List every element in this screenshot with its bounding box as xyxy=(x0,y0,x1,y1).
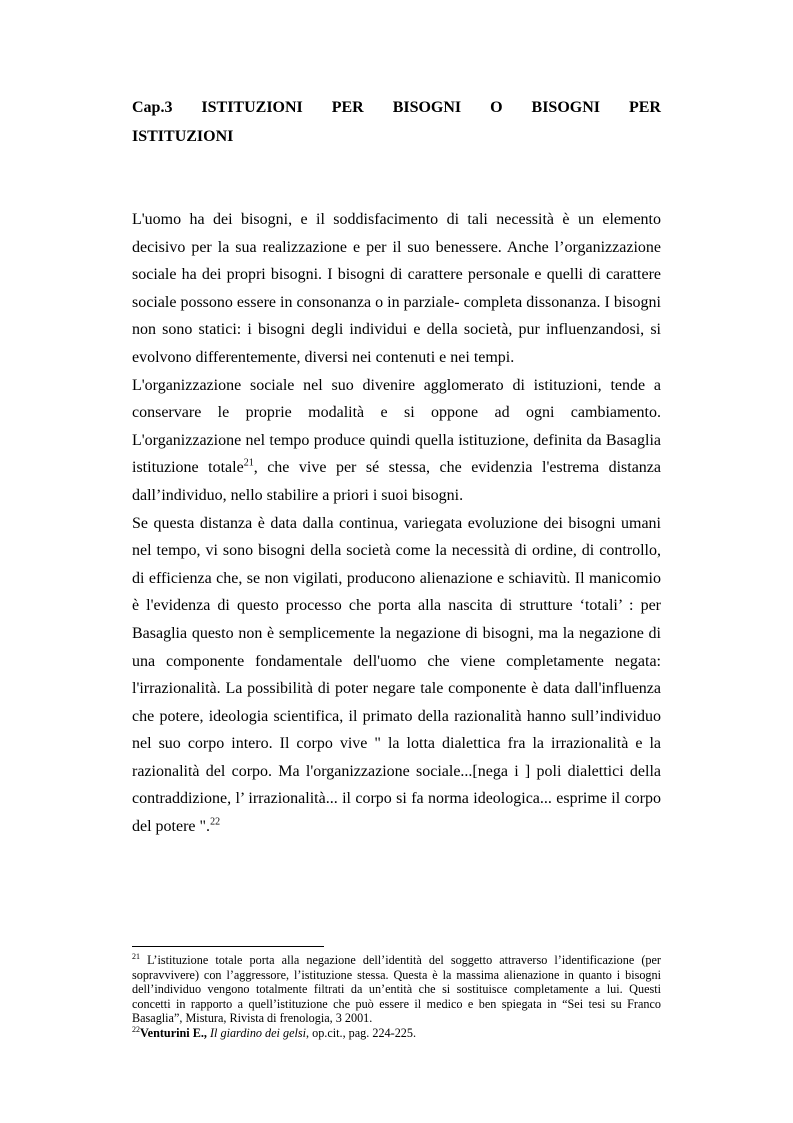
heading-word: PER xyxy=(331,99,364,116)
heading-word: BISOGNI xyxy=(392,99,462,116)
heading-word: BISOGNI xyxy=(531,99,600,116)
body-text xyxy=(132,206,661,841)
paragraph-text: L'organizzazione sociale nel suo divenire agglomerato di istituzioni, tende a conservare le proprie modalità e si oppone ad ogni cambiamento. L'organizzazione nel tempo produce quindi quella istituzione, definita da Basaglia istituzione totale xyxy=(132,376,661,477)
paragraph-3 xyxy=(132,510,661,841)
footnote-reference: , op.cit., pag. 224-225. xyxy=(306,1025,417,1040)
chapter-heading-line-2: ISTITUZIONI xyxy=(132,128,234,145)
footnote-22 xyxy=(132,1026,661,1041)
paragraph-text: , che vive per sé stessa, che evidenzia l'estrema distanza dall’individuo, nello stabilire a priori i suoi bisogni. xyxy=(132,459,661,504)
chapter-number: Cap.3 xyxy=(132,99,173,116)
chapter-heading-line-1 xyxy=(132,93,661,122)
footnote-ref-22[interactable]: 22 xyxy=(210,816,221,828)
footnotes xyxy=(132,953,661,1041)
footnote-ref-21[interactable]: 21 xyxy=(243,458,254,470)
heading-word: ISTITUZIONI xyxy=(201,99,303,116)
footnote-author: Venturini E., xyxy=(140,1025,207,1040)
footnote-marker: 21 xyxy=(132,951,140,961)
paragraph-text: Se questa distanza è data dalla continua, variegata evoluzione dei bisogni umani nel tempo, vi sono bisogni della società come la necessità di ordine, di controllo, di efficienza che, se non vigilati, producono alienazione e schiavitù. Il manicomio è l'evidenza di questo processo che porta alla nascita di strutture ‘totali’ : per Basaglia questo non è semplicemente la negazione di bisogni, ma la negazione di una componente fondamentale dell'uomo che viene completamente negata: l'irrazionalità. La possibilità di poter negare tale componente è data dall'influenza che potere, ideologia scientifica, il primato della razionalità hanno sull’individuo nel suo corpo intero. Il corpo vive " la lotta dialettica fra la irrazionalità e la razionalità del corpo. Ma l'organizzazione sociale...[nega i ] poli dialettici della contraddizione, l’ irrazionalità... il corpo si fa norma ideologica... esprime il corpo del potere ". xyxy=(132,514,661,836)
paragraph-text: L'uomo ha dei bisogni, e il soddisfacimento di tali necessità è un elemento decisivo per la sua realizzazione e per il suo benessere. Anche l’organizzazione sociale ha dei propri bisogni. I bisogni di carattere personale e quelli di carattere sociale possono essere in consonanza o in parziale- completa dissonanza. I bisogni non sono statici: i bisogni degli individui e della società, pur influenzandosi, si evolvono differentemente, diversi nei contenuti e nei tempi. xyxy=(132,211,661,366)
heading-word: PER xyxy=(628,99,661,116)
chapter-heading xyxy=(132,93,661,151)
paragraph-1 xyxy=(132,206,661,372)
footnote-text: L’istituzione totale porta alla negazione dell’identità del soggetto attraverso l’identificazione (per sopravvivere) con l’aggressore, l’istituzione stessa. Questa è la massima alienazione in quanto i bisogni dell’individuo vengono totalmente filtrati da un’entità che si sostituisce completamente a lui. Questi concetti in rapporto a quell’istituzione che può essere il medico e ben spiegata in “Sei tesi su Franco Basaglia”, Mistura, Rivista di frenologia, 3 2001. xyxy=(132,953,661,1026)
footnote-title: Il giardino dei gelsi xyxy=(209,1025,307,1040)
footnote-separator xyxy=(132,946,324,947)
heading-word: O xyxy=(490,99,503,116)
footnote-21 xyxy=(132,953,661,1026)
footnote-marker: 22 xyxy=(132,1024,140,1034)
paragraph-2 xyxy=(132,372,661,510)
